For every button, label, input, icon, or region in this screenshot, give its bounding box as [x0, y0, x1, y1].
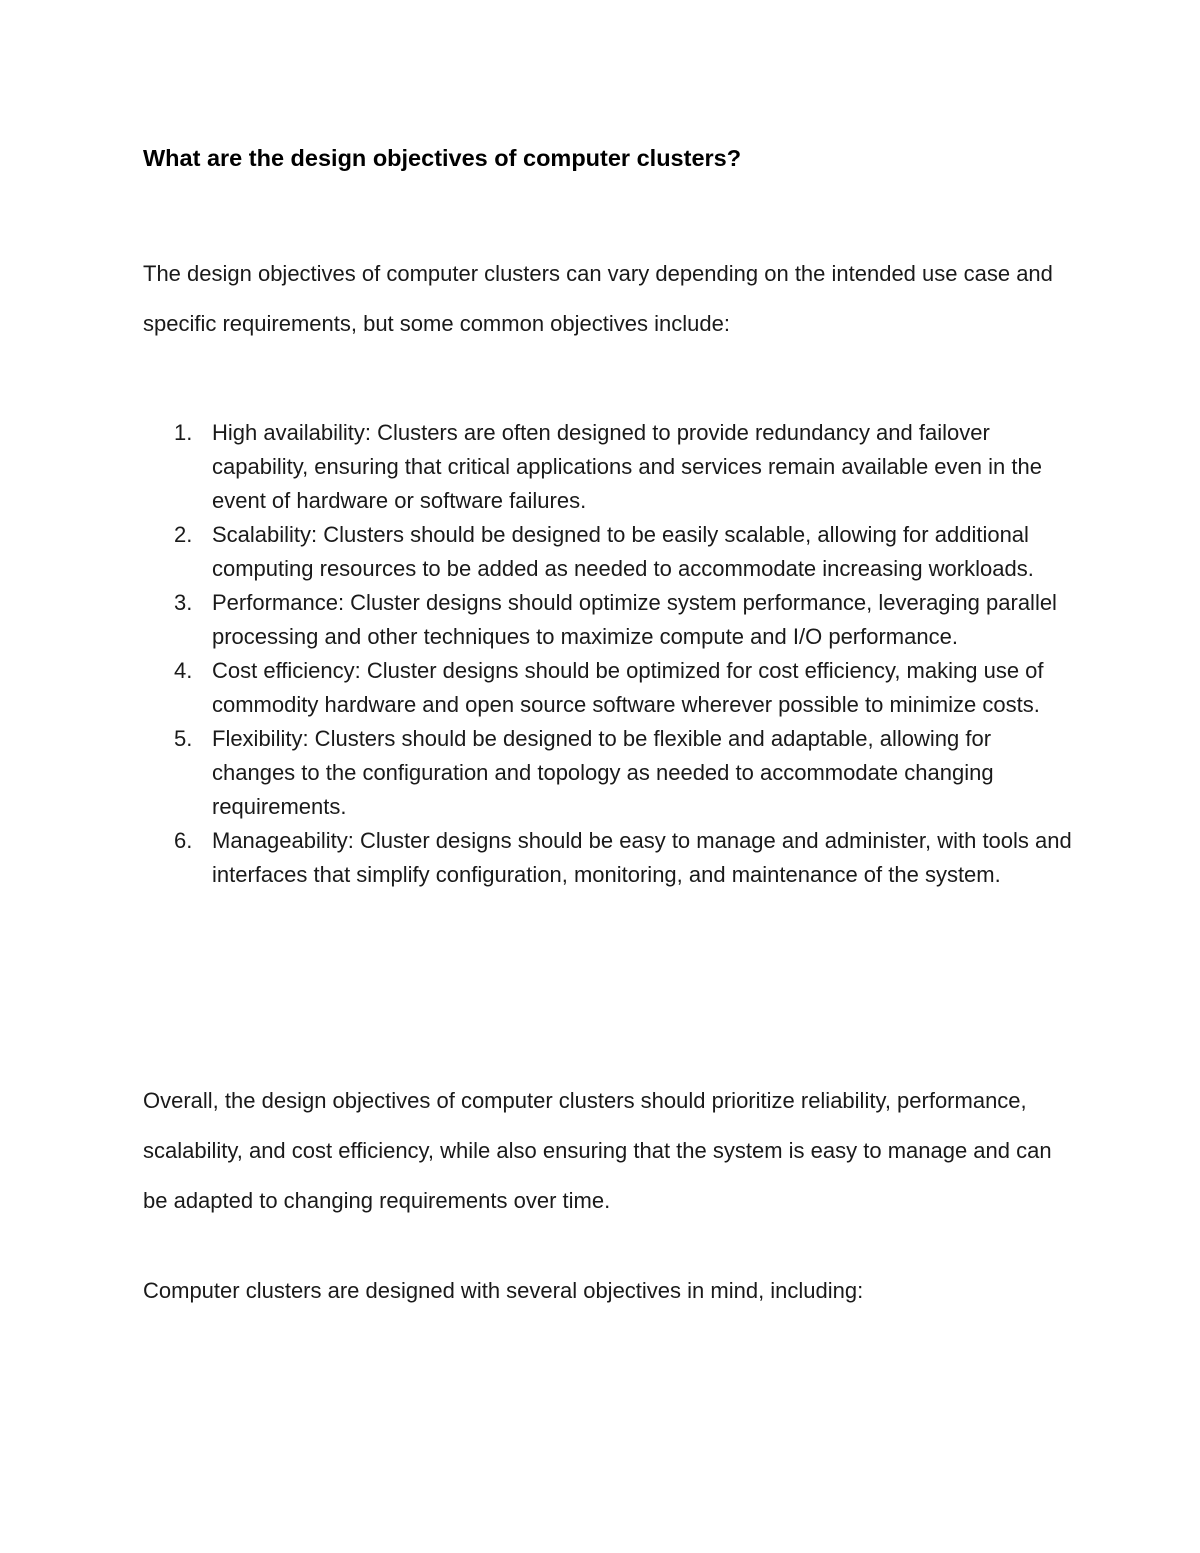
intro-paragraph: The design objectives of computer clusters can vary depending on the intended use case and specific requirements, but some common objectives include: — [143, 261, 1053, 336]
list-item-number: 3. — [174, 590, 193, 615]
summary-paragraph: Overall, the design objectives of computer clusters should prioritize reliability, performance, scalability, and cost efficiency, while also ensuring that the system is easy to manage and can be adapted to changing requirements over time. — [143, 1088, 1052, 1213]
list-item — [143, 416, 1073, 518]
page-title: What are the design objectives of computer clusters? — [143, 145, 742, 171]
list-item — [143, 518, 1073, 586]
list-item-number: 1. — [174, 420, 193, 445]
list-item — [143, 654, 1073, 722]
list-item-number: 5. — [174, 726, 193, 751]
list-item — [143, 722, 1073, 824]
list-item-number: 6. — [174, 828, 193, 853]
objectives-list — [143, 416, 1073, 892]
list-item-text: Manageability: Cluster designs should be easy to manage and administer, with tools and interfaces that simplify configuration, monitoring, and maintenance of the system. — [212, 828, 1072, 887]
list-item — [143, 586, 1073, 654]
list-item — [143, 824, 1073, 892]
closing-paragraph: Computer clusters are designed with several objectives in mind, including: — [143, 1278, 864, 1303]
list-item-number: 2. — [174, 522, 193, 547]
list-item-text: Scalability: Clusters should be designed to be easily scalable, allowing for additional computing resources to be added as needed to accommodate increasing workloads. — [212, 522, 1034, 581]
list-item-text: Flexibility: Clusters should be designed to be flexible and adaptable, allowing for changes to the configuration and topology as needed to accommodate changing requirements. — [212, 726, 994, 819]
list-item-text: Cost efficiency: Cluster designs should be optimized for cost efficiency, making use of commodity hardware and open source software wherever possible to minimize costs. — [212, 658, 1044, 717]
list-item-text: High availability: Clusters are often designed to provide redundancy and failover capability, ensuring that critical applications and services remain available even in the event of hardware or software failures. — [212, 420, 1042, 513]
list-item-text: Performance: Cluster designs should optimize system performance, leveraging parallel processing and other techniques to maximize compute and I/O performance. — [212, 590, 1057, 649]
list-item-number: 4. — [174, 658, 193, 683]
